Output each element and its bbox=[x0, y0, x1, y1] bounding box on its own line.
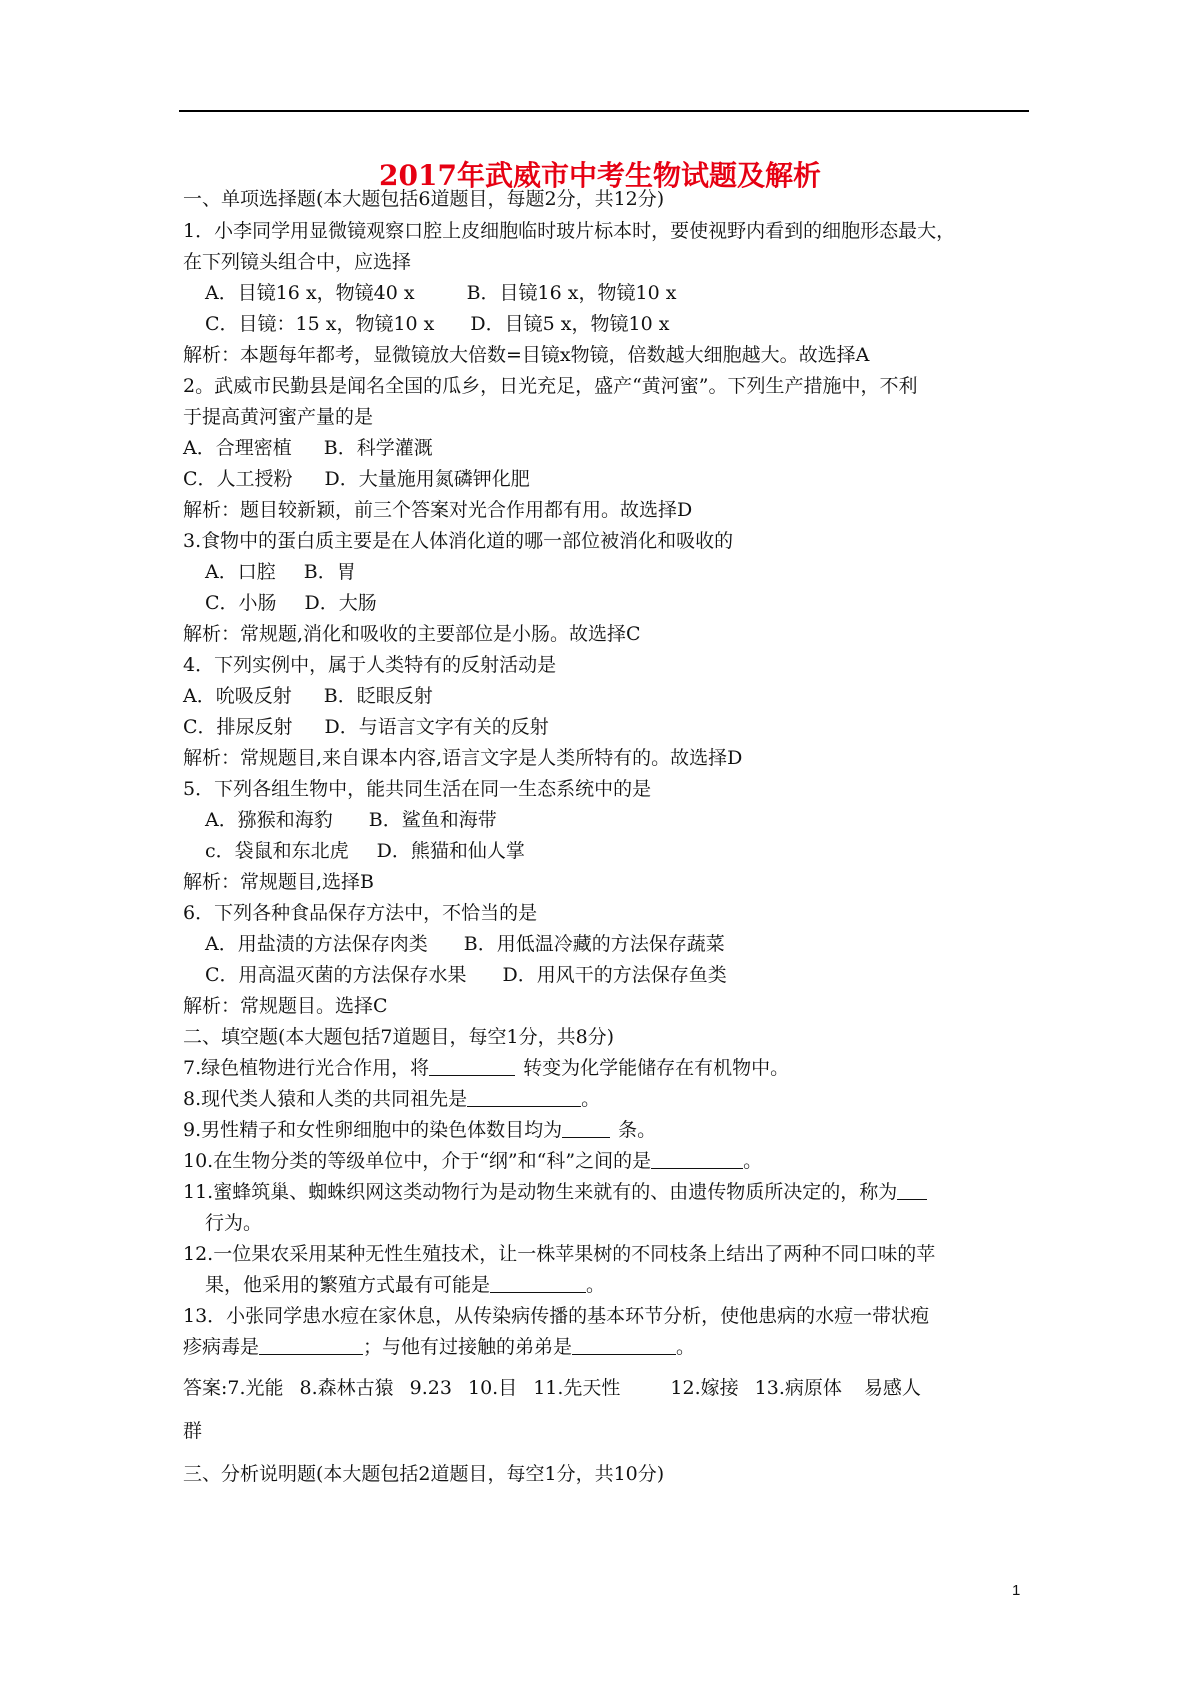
q3-option-a: A．口腔 bbox=[205, 561, 276, 583]
q6-options-ab bbox=[205, 932, 725, 956]
q7 bbox=[183, 1056, 789, 1080]
q8-text-b: 。 bbox=[581, 1088, 601, 1110]
q2-option-b: B．科学灌溉 bbox=[323, 437, 433, 459]
q13-text-b: 疹病毒是 bbox=[183, 1336, 260, 1358]
page-number: 1 bbox=[1012, 1582, 1021, 1599]
q6-option-a: A．用盐渍的方法保存肉类 bbox=[205, 933, 428, 955]
q8-blank bbox=[467, 1088, 581, 1107]
q4-stem: 4．下列实例中，属于人类特有的反射活动是 bbox=[183, 654, 557, 676]
answer-13b: 易感人 bbox=[863, 1377, 921, 1399]
q5-analysis: 解析：常规题目,选择B bbox=[183, 871, 375, 893]
q4-options-ab bbox=[183, 684, 433, 708]
section-heading-2: 二、填空题(本大题包括7道题目，每空1分，共8分) bbox=[183, 1026, 615, 1048]
q1-stem-line2: 在下列镜头组合中，应选择 bbox=[183, 251, 412, 273]
q5-option-c: c．袋鼠和东北虎 bbox=[205, 840, 349, 862]
q5-options-cd bbox=[205, 839, 525, 863]
q4-option-b: B．眨眼反射 bbox=[323, 685, 433, 707]
answer-12: 12.嫁接 bbox=[670, 1377, 739, 1399]
q3-stem: 3.食物中的蛋白质主要是在人体消化道的哪一部位被消化和吸收的 bbox=[183, 530, 734, 552]
section-heading-3: 三、分析说明题(本大题包括2道题目，每空1分，共10分) bbox=[183, 1463, 665, 1485]
q8-text-a: 8.现代类人猿和人类的共同祖先是 bbox=[183, 1088, 468, 1110]
q6-option-b: B．用低温冷藏的方法保存蔬菜 bbox=[463, 933, 725, 955]
q5-options-ab bbox=[205, 808, 497, 832]
q10 bbox=[183, 1149, 762, 1173]
answer-8: 8.森林古猿 bbox=[299, 1377, 394, 1399]
q11-line2: 行为。 bbox=[205, 1212, 263, 1234]
q12-line1: 12.一位果农采用某种无性生殖技术，让一株苹果树的不同枝条上结出了两种不同口味的苹 bbox=[183, 1243, 936, 1265]
q3-option-d: D．大肠 bbox=[304, 592, 377, 614]
q6-option-c: C．用高温灭菌的方法保存水果 bbox=[205, 964, 467, 986]
q2-stem-line1: 2。武威市民勤县是闻名全国的瓜乡，日光充足，盛产“黄河蜜”。下列生产措施中，不利 bbox=[183, 375, 918, 397]
q1-stem-line1: 1．小李同学用显微镜观察口腔上皮细胞临时玻片标本时，要使视野内看到的细胞形态最大， bbox=[183, 220, 956, 242]
q2-options-cd bbox=[183, 467, 530, 491]
q9-text-a: 9.男性精子和女性卵细胞中的染色体数目均为 bbox=[183, 1119, 563, 1141]
q2-stem-line2: 于提高黄河蜜产量的是 bbox=[183, 406, 374, 428]
q1-option-a: A．目镜16 x，物镜40 x bbox=[205, 282, 415, 304]
q12-blank bbox=[490, 1274, 586, 1293]
q12-text-c: 。 bbox=[586, 1274, 606, 1296]
q7-text-a: 7.绿色植物进行光合作用，将 bbox=[183, 1057, 430, 1079]
q1-option-b: B．目镜16 x，物镜10 x bbox=[466, 282, 677, 304]
q1-option-c: C．目镜：15 x，物镜10 x bbox=[205, 313, 435, 335]
section-heading-1: 一、单项选择题(本大题包括6道题目，每题2分，共12分) bbox=[183, 188, 665, 210]
answer-key bbox=[183, 1376, 921, 1400]
q4-option-a: A．吮吸反射 bbox=[183, 685, 292, 707]
q11-line1 bbox=[183, 1180, 927, 1204]
q2-option-d: D．大量施用氮磷钾化肥 bbox=[324, 468, 530, 490]
answer-key-wrap: 群 bbox=[183, 1420, 203, 1442]
q1-options-ab bbox=[205, 281, 676, 305]
q7-text-b: 转变为化学能储存在有机物中。 bbox=[523, 1057, 790, 1079]
header-rule bbox=[179, 110, 1029, 112]
q10-text-a: 10.在生物分类的等级单位中，介于“纲”和“科”之间的是 bbox=[183, 1150, 652, 1172]
q1-option-d: D．目镜5 x，物镜10 x bbox=[470, 313, 670, 335]
q3-option-c: C．小肠 bbox=[205, 592, 277, 614]
q9-text-b: 条。 bbox=[618, 1119, 657, 1141]
answer-13: 13.病原体 bbox=[754, 1377, 842, 1399]
q2-option-a: A．合理密植 bbox=[183, 437, 292, 459]
q7-blank bbox=[429, 1057, 515, 1076]
answer-11: 11.先天性 bbox=[533, 1377, 621, 1399]
q13-blank-2 bbox=[572, 1336, 676, 1355]
q13-text-d: 。 bbox=[676, 1336, 696, 1358]
q8 bbox=[183, 1087, 600, 1111]
q1-options-cd bbox=[205, 312, 669, 336]
answer-10: 10.目 bbox=[467, 1377, 518, 1399]
q10-blank bbox=[651, 1150, 743, 1169]
q11-text-a: 11.蜜蜂筑巢、蜘蛛织网这类动物行为是动物生来就有的、由遗传物质所决定的，称为 bbox=[183, 1181, 898, 1203]
q9-blank bbox=[562, 1119, 610, 1138]
q6-options-cd bbox=[205, 963, 727, 987]
q12-text-b: 果，他采用的繁殖方式最有可能是 bbox=[205, 1274, 491, 1296]
q13-line1: 13．小张同学患水痘在家休息，从传染病传播的基本环节分析，使他患病的水痘一带状疱 bbox=[183, 1305, 930, 1327]
q6-stem: 6．下列各种食品保存方法中，不恰当的是 bbox=[183, 902, 538, 924]
q3-options-ab bbox=[205, 560, 356, 584]
q4-options-cd bbox=[183, 715, 549, 739]
q6-analysis: 解析：常规题目。选择C bbox=[183, 995, 388, 1017]
q1-analysis: 解析：本题每年都考，显微镜放大倍数=目镜x物镜，倍数越大细胞越大。故选择A bbox=[183, 344, 870, 366]
q11-blank bbox=[897, 1181, 927, 1200]
q13-text-c: ；与他有过接触的弟弟是 bbox=[363, 1336, 573, 1358]
q3-options-cd bbox=[205, 591, 377, 615]
page-title: 2017年武威市中考生物试题及解析 bbox=[379, 159, 821, 192]
q9 bbox=[183, 1118, 656, 1142]
q3-analysis: 解析：常规题,消化和吸收的主要部位是小肠。故选择C bbox=[183, 623, 641, 645]
q4-option-d: D．与语言文字有关的反射 bbox=[324, 716, 549, 738]
answer-7: 答案:7.光能 bbox=[183, 1377, 284, 1399]
q4-option-c: C．排尿反射 bbox=[183, 716, 293, 738]
q10-text-b: 。 bbox=[743, 1150, 763, 1172]
q4-analysis: 解析：常规题目,来自课本内容,语言文字是人类所特有的。故选择D bbox=[183, 747, 743, 769]
q6-option-d: D．用风干的方法保存鱼类 bbox=[502, 964, 727, 986]
q5-stem: 5．下列各组生物中，能共同生活在同一生态系统中的是 bbox=[183, 778, 652, 800]
q5-option-b: B．鲨鱼和海带 bbox=[368, 809, 497, 831]
q3-option-b: B．胃 bbox=[303, 561, 356, 583]
q2-options-ab bbox=[183, 436, 433, 460]
q13-line2 bbox=[183, 1335, 695, 1359]
q2-option-c: C．人工授粉 bbox=[183, 468, 293, 490]
q13-blank-1 bbox=[259, 1336, 363, 1355]
q2-analysis: 解析：题目较新颖，前三个答案对光合作用都有用。故选择D bbox=[183, 499, 693, 521]
q5-option-d: D．熊猫和仙人掌 bbox=[376, 840, 525, 862]
q5-option-a: A．猕猴和海豹 bbox=[205, 809, 333, 831]
q12-line2 bbox=[205, 1273, 605, 1297]
answer-9: 9.23 bbox=[409, 1377, 452, 1399]
